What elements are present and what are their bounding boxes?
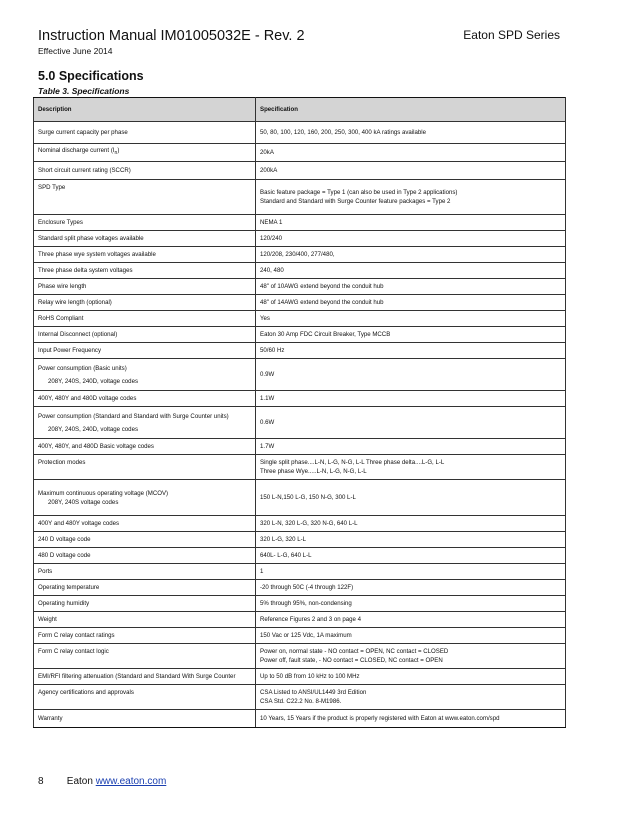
table-row: [34, 480, 566, 516]
row-description: 400Y and 480Y voltage codes: [34, 516, 256, 532]
table-row: [34, 162, 566, 180]
table-row: [34, 215, 566, 231]
row-description: Internal Disconnect (optional): [34, 327, 256, 343]
manual-number: IM01005032E - Rev. 2: [160, 28, 305, 44]
column-header-specification: Specification: [256, 98, 566, 122]
row-specification: 640L- L-G, 640 L-L: [256, 548, 566, 564]
subscript: n: [114, 150, 118, 157]
row-specification: 320 L-N, 320 L-G, 320 N-G, 640 L-L: [256, 516, 566, 532]
table-row: [34, 327, 566, 343]
table-row: [34, 391, 566, 407]
section-title: 5.0 Specifications: [38, 69, 144, 83]
table-row: [34, 407, 566, 439]
table-row: [34, 564, 566, 580]
row-specification: 1.7W: [256, 439, 566, 455]
row-specification: 1.1W: [256, 391, 566, 407]
row-specification: Basic feature package = Type 1 (can also be used in Type 2 applications) Standard and Standard with Surge Counter feature packages = Type 2: [256, 180, 566, 215]
table-row: [34, 596, 566, 612]
table-row: [34, 455, 566, 480]
table-row: [34, 710, 566, 728]
row-specification: Eaton 30 Amp FDC Circuit Breaker, Type MCCB: [256, 327, 566, 343]
row-specification: 20kA: [256, 144, 566, 162]
table-row: [34, 516, 566, 532]
row-description: 480 D voltage code: [34, 548, 256, 564]
row-specification: Reference Figures 2 and 3 on page 4: [256, 612, 566, 628]
row-description: Standard split phase voltages available: [34, 231, 256, 247]
table-row: [34, 548, 566, 564]
row-specification: 50, 80, 100, 120, 160, 200, 250, 300, 400 kA ratings available: [256, 122, 566, 144]
effective-date: Effective June 2014: [38, 46, 113, 56]
row-specification: 0.6W: [256, 407, 566, 439]
row-description: Enclosure Types: [34, 215, 256, 231]
row-description: Three phase wye system voltages available: [34, 247, 256, 263]
table-row: [34, 439, 566, 455]
row-specification: 320 L-G, 320 L-L: [256, 532, 566, 548]
row-description: Input Power Frequency: [34, 343, 256, 359]
row-specification: 120/208, 230/400, 277/480,: [256, 247, 566, 263]
row-description: 400Y, 480Y, and 480D Basic voltage codes: [34, 439, 256, 455]
row-description: Phase wire length: [34, 279, 256, 295]
row-specification: 48" of 10AWG extend beyond the conduit hub: [256, 279, 566, 295]
row-specification: 1: [256, 564, 566, 580]
table-row: [34, 180, 566, 215]
row-description: Operating temperature: [34, 580, 256, 596]
row-specification: 5% through 95%, non-condensing: [256, 596, 566, 612]
document-header: [38, 28, 305, 57]
row-description: Power consumption (Basic units) 208Y, 240S, 240D, voltage codes: [34, 359, 256, 391]
table-row: [34, 628, 566, 644]
row-description: Ports: [34, 564, 256, 580]
row-description: Form C relay contact ratings: [34, 628, 256, 644]
row-specification: -20 through 50C (-4 through 122F): [256, 580, 566, 596]
table-row: [34, 144, 566, 162]
website-link[interactable]: www.eaton.com: [95, 776, 167, 787]
row-specification: 48" of 14AWG extend beyond the conduit hub: [256, 295, 566, 311]
column-header-description: Description: [34, 98, 256, 122]
table-row: [34, 644, 566, 669]
table-row: [34, 580, 566, 596]
row-specification: 150 Vac or 125 Vdc, 1A maximum: [256, 628, 566, 644]
table-row: [34, 685, 566, 710]
row-description: Surge current capacity per phase: [34, 122, 256, 144]
table-row: [34, 359, 566, 391]
row-specification: CSA Listed to ANSI/UL1449 3rd Edition CSA Std. C22.2 No. 8-M1986.: [256, 685, 566, 710]
table-row: [34, 279, 566, 295]
manual-title: [38, 28, 305, 45]
page-footer: [38, 776, 166, 788]
row-description: Agency certifications and approvals: [34, 685, 256, 710]
page-number: 8: [38, 776, 44, 787]
row-specification: 50/60 Hz: [256, 343, 566, 359]
table-row: [34, 669, 566, 685]
row-specification: 150 L-N,150 L-G, 150 N-G, 300 L-L: [256, 480, 566, 516]
row-description: Warranty: [34, 710, 256, 728]
row-description: Three phase delta system voltages: [34, 263, 256, 279]
row-specification: 200kA: [256, 162, 566, 180]
table-row: [34, 122, 566, 144]
row-specification: 10 Years, 15 Years if the product is properly registered with Eaton at www.eaton.com/spd: [256, 710, 566, 728]
row-description: Operating humidity: [34, 596, 256, 612]
manual-prefix: Instruction Manual: [38, 28, 157, 44]
row-description: SPD Type: [34, 180, 256, 215]
row-description: Maximum continuous operating voltage (MCOV) 208Y, 240S voltage codes: [34, 480, 256, 516]
row-description: Weight: [34, 612, 256, 628]
specifications-table: [33, 97, 566, 728]
row-specification: Power on, normal state - NO contact = OPEN, NC contact = CLOSED Power off, fault state, - NO contact = CLOSED, NC contact = OPEN: [256, 644, 566, 669]
row-specification: Single split phase....L-N, L-G, N-G, L-L Three phase delta....L-G, L-L Three phase Wye.....L-N, L-G, N-G, L-L: [256, 455, 566, 480]
row-description: EMI/RFI filtering attenuation (Standard and Standard With Surge Counter: [34, 669, 256, 685]
row-description: 400Y, 480Y and 480D voltage codes: [34, 391, 256, 407]
row-specification: 120/240: [256, 231, 566, 247]
row-specification: 0.9W: [256, 359, 566, 391]
row-description: Protection modes: [34, 455, 256, 480]
table-row: [34, 612, 566, 628]
row-description: 240 D voltage code: [34, 532, 256, 548]
table-row: [34, 263, 566, 279]
series-name: Eaton SPD Series: [463, 28, 560, 42]
footer-brand: Eaton: [66, 776, 93, 787]
row-specification: Up to 50 dB from 10 kHz to 100 MHz: [256, 669, 566, 685]
table-row: [34, 247, 566, 263]
table-row: [34, 532, 566, 548]
table-row: [34, 295, 566, 311]
row-description: Nominal discharge current $(I_n)$: [34, 144, 256, 162]
row-description: RoHS Compliant: [34, 311, 256, 327]
table-row: [34, 311, 566, 327]
row-specification: 240, 480: [256, 263, 566, 279]
row-description: Relay wire length (optional): [34, 295, 256, 311]
table-row: [34, 231, 566, 247]
row-description: Form C relay contact logic: [34, 644, 256, 669]
table-title: Table 3. Specifications: [38, 86, 130, 96]
row-specification: Yes: [256, 311, 566, 327]
table-row: [34, 343, 566, 359]
row-description: Power consumption (Standard and Standard with Surge Counter units) 208Y, 240S, 240D, voltage codes: [34, 407, 256, 439]
table-header-row: [34, 98, 566, 122]
row-description: Short circuit current rating (SCCR): [34, 162, 256, 180]
row-specification: NEMA 1: [256, 215, 566, 231]
